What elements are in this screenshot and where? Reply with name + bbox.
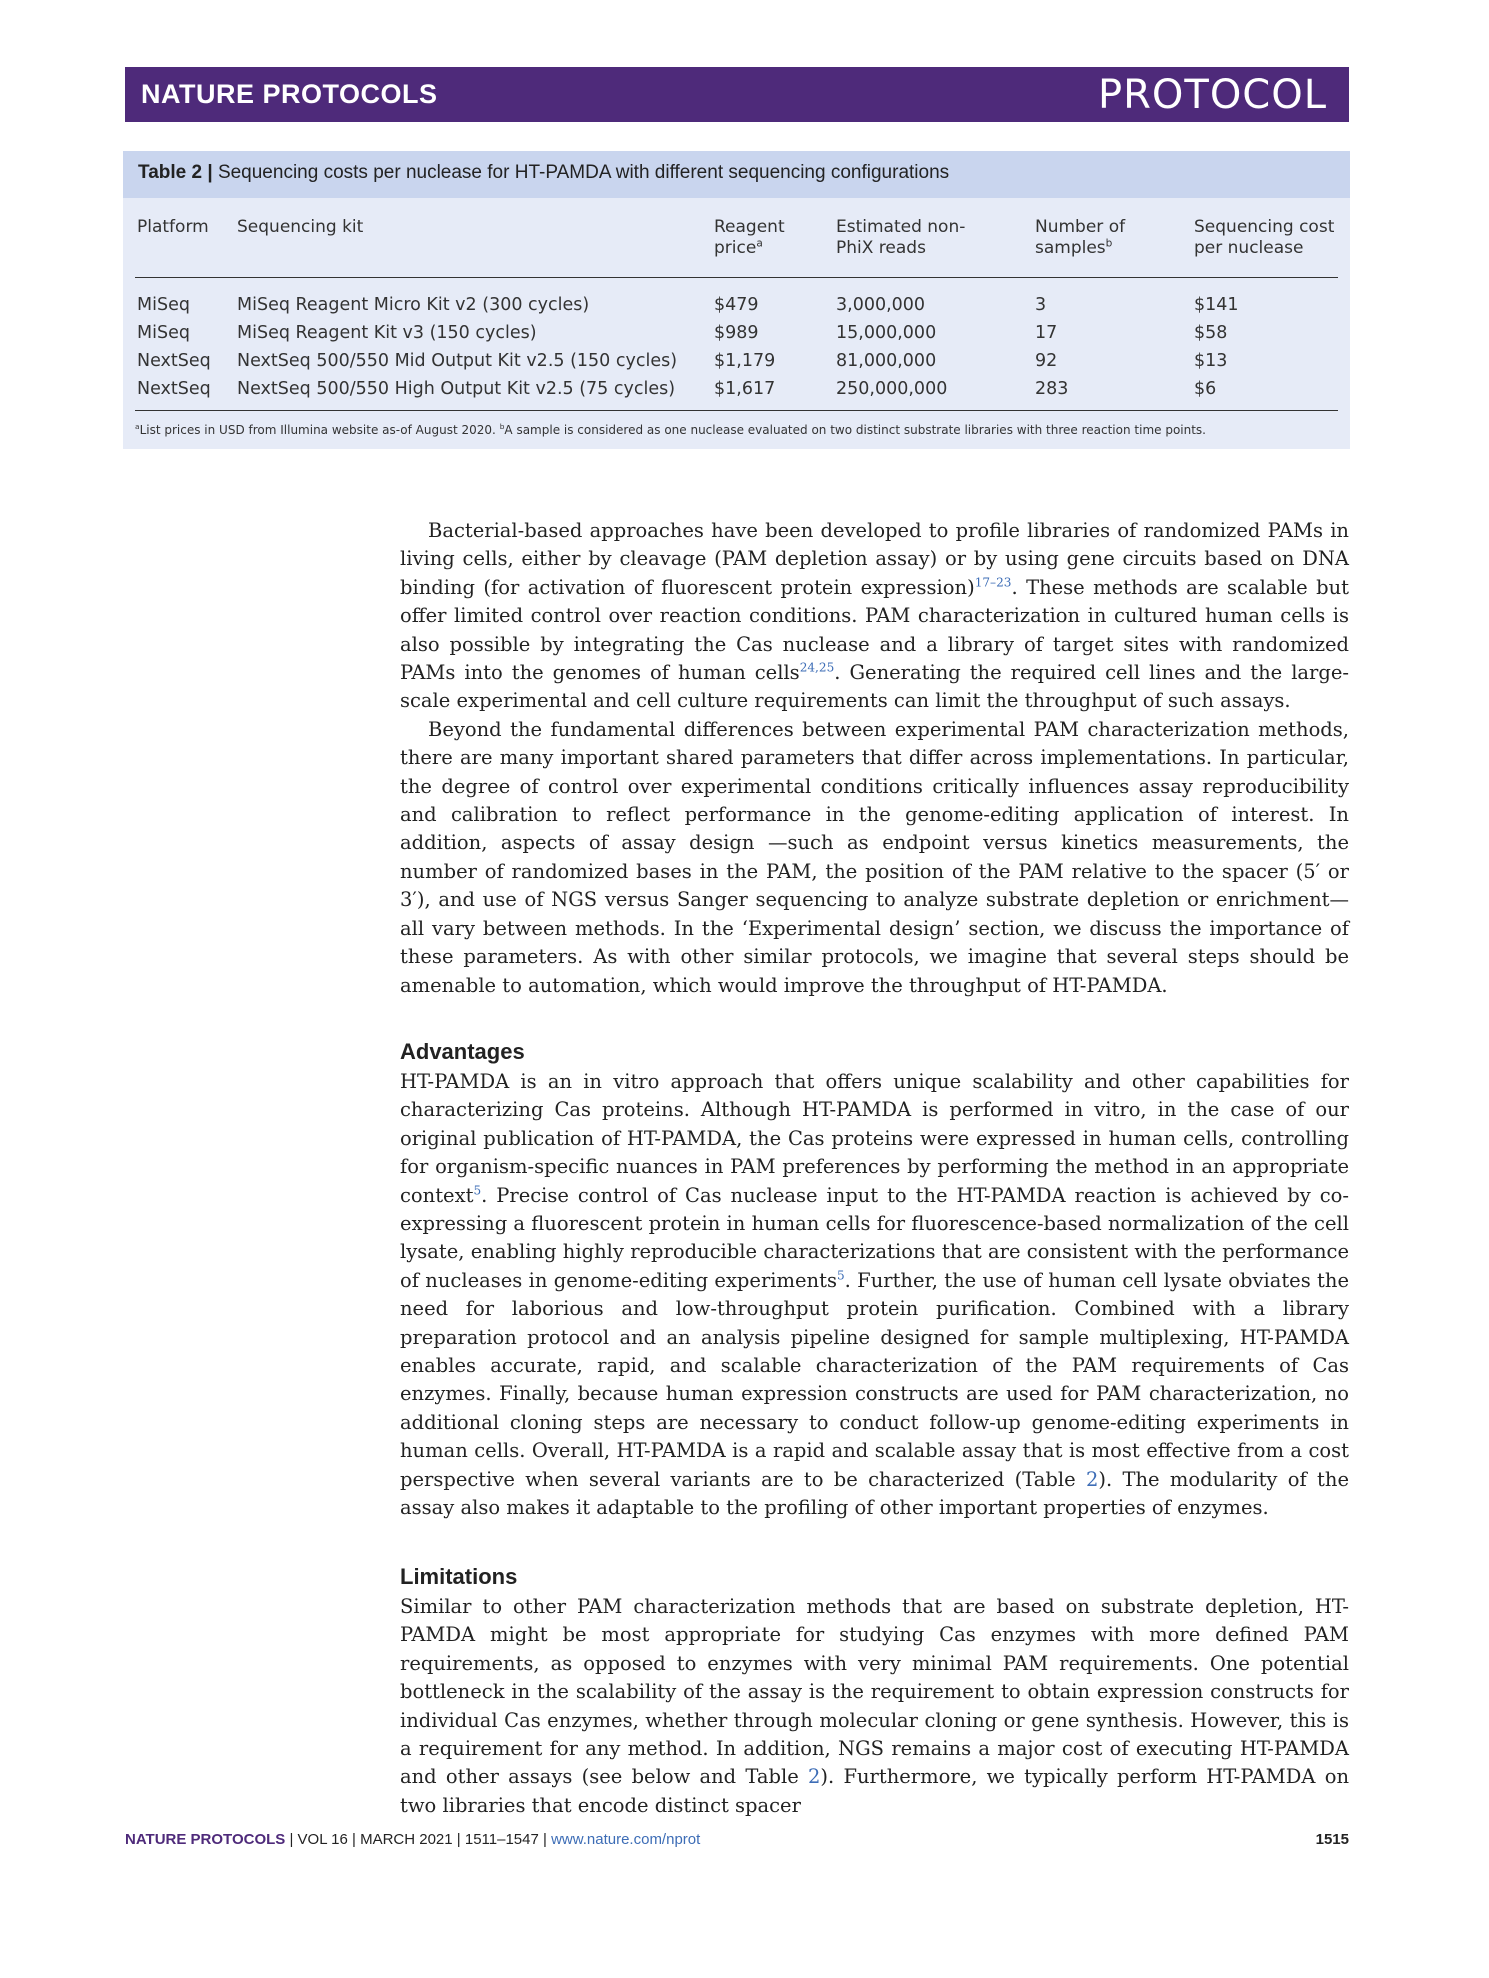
journal-name: NATURE PROTOCOLS [141,79,438,109]
col-header-reads [836,217,965,259]
paragraph [400,1068,1349,1523]
footer-pages: 1511–1547 [464,1831,539,1848]
page-number: 1515 [1315,1831,1349,1848]
cell-platform: NextSeq [137,351,211,371]
cell-platform: MiSeq [137,323,190,343]
citation-link[interactable]: 24,25 [799,660,835,675]
footer-separator: | [452,1831,465,1848]
table-bottom-rule [135,410,1338,411]
paragraph-text: . These methods are scalable but offer limited control over reaction conditions. PAM characterization in cultured human cells is also possible by integrating the Cas nuclease and a library of target sites with randomized PAMs into the genomes of human cells [400,575,1349,685]
footer-date: MARCH 2021 [360,1831,453,1848]
cell-kit: MiSeq Reagent Micro Kit v2 (300 cycles) [237,295,590,315]
paragraph-text: HT-PAMDA is an in vitro approach that offers unique scalability and other capabilities for characterizing Cas proteins. Although HT-PAMDA is performed in vitro, in the case of our original publication of HT-PAMDA, the Cas proteins were expressed in human cells, controlling for organism-specific nuances in PAM preferences by performing the method in an appropriate context [400,1070,1349,1207]
cell-samples: 17 [1035,323,1058,343]
footnote-mark-b: b [1105,237,1113,250]
col-header-cost-line1: Sequencing cost [1194,217,1335,237]
limitations-section [400,1593,1349,1820]
cell-reads: 3,000,000 [836,295,926,315]
cell-cost: $13 [1194,351,1228,371]
cell-samples: 92 [1035,351,1058,371]
col-header-samples-line1: Number of [1035,217,1126,237]
footer-separator: | [538,1831,552,1848]
advantages-section [400,1068,1349,1523]
citation-link[interactable]: 5 [836,1268,845,1283]
cell-platform: MiSeq [137,295,190,315]
cell-kit: MiSeq Reagent Kit v3 (150 cycles) [237,323,537,343]
col-header-reads-line2: PhiX reads [836,238,926,258]
footer-url-link[interactable]: www.nature.com/nprot [551,1831,701,1848]
cell-kit: NextSeq 500/550 High Output Kit v2.5 (75 cycles) [237,379,676,399]
cell-samples: 3 [1035,295,1047,315]
table-label: Table 2 | [138,162,213,183]
table-caption: Sequencing costs per nuclease for HT-PAMDA with different sequencing configurations [217,162,950,183]
table-link[interactable]: 2 [808,1765,821,1789]
footer-separator: | [285,1831,298,1848]
footer-journal: NATURE PROTOCOLS [125,1831,286,1848]
table-header-rule [135,277,1338,278]
footnote-a-text: List prices in USD from Illumina website as-of August 2020. [139,423,496,437]
col-header-kit: Sequencing kit [237,217,364,237]
cell-reads: 81,000,000 [836,351,937,371]
col-header-price-line1: Reagent [714,217,785,237]
paragraph [400,1593,1349,1820]
col-header-price [714,217,785,259]
cell-price: $1,617 [714,379,776,399]
table-footnote [135,423,1206,437]
cell-reads: 15,000,000 [836,323,937,343]
col-header-price-line2: price [714,238,757,258]
col-header-cost [1194,217,1334,259]
paragraph-text: Bacterial-based approaches have been developed to profile libraries of randomized PAMs in living cells, either by cleavage (PAM depletion assay) or by using gene circuits based on DNA binding (for activation of fluorescent protein expression) [400,519,1349,599]
col-header-platform: Platform [137,217,209,237]
footnote-b-mark: b [499,422,505,431]
footnote-b-text: A sample is considered as one nuclease evaluated on two distinct substrate libraries with three reaction time points. [504,423,1206,437]
col-header-samples-line2: samples [1035,238,1106,258]
cell-price: $1,179 [714,351,776,371]
footer-separator: | [347,1831,361,1848]
article-type: PROTOCOL [1097,72,1327,118]
footer-volume: VOL 16 [297,1831,348,1848]
paragraph: Beyond the fundamental differences between experimental PAM characterization methods, there are many important shared parameters that differ across implementations. In particular, the degree of control over experimental conditions critically influences assay reproducibility and calibration to reflect performance in the genome-editing application of interest. In addition, aspects of assay design —such as endpoint versus kinetics measurements, the number of randomized bases in the PAM, the position of the PAM relative to the spacer (5′ or 3′), and use of NGS versus Sanger sequencing to analyze substrate depletion or enrichment—all vary between methods. In the ‘Experimental design’ section, we discuss the importance of these parameters. As with other similar protocols, we imagine that several steps should be amenable to automation, which would improve the throughput of HT-PAMDA. [400,717,1349,997]
cell-cost: $58 [1194,323,1228,343]
col-header-reads-line1: Estimated non- [836,217,966,237]
paragraph-text: . Precise control of Cas nuclease input to the HT-PAMDA reaction is achieved by co-expressing a fluorescent protein in human cells for fluorescence-based normalization of the cell lysate, enabling highly reproducible characterizations that are consistent with the performance of nucleases in genome-editing experiments [400,1183,1349,1292]
cell-platform: NextSeq [137,379,211,399]
footnote-mark-a: a [756,237,763,250]
paragraph-text: . Generating the required cell lines and the large-scale experimental and cell culture requirements can limit the throughput of such assays. [400,661,1349,713]
footnote-a-mark: a [135,422,140,431]
intro-paragraphs [400,517,1349,1000]
cell-cost: $6 [1194,379,1217,399]
col-header-samples [1035,217,1125,259]
page-footer [125,1831,1349,1848]
paragraph-text: ). Furthermore, we typically perform HT-PAMDA on two libraries that encode distinct spacer [400,1765,1349,1817]
section-heading-advantages: Advantages [400,1039,525,1064]
cell-samples: 283 [1035,379,1069,399]
journal-header-band [125,67,1349,122]
cell-kit: NextSeq 500/550 Mid Output Kit v2.5 (150 cycles) [237,351,678,371]
paragraph-text: . Further, the use of human cell lysate obviates the need for laborious and low-throughput protein purification. Combined with a library preparation protocol and an analysis pipeline designed for sample multiplexing, HT-PAMDA enables accurate, rapid, and scalable characterization of the PAM requirements of Cas enzymes. Finally, because human expression constructs are used for PAM characterization, no additional cloning steps are necessary to conduct follow-up genome-editing experiments in human cells. Overall, HT-PAMDA is a rapid and scalable assay that is most effective from a cost perspective when several variants are to be characterized (Table [400,1268,1349,1491]
cell-price: $479 [714,295,759,315]
paragraph-text: Similar to other PAM characterization methods that are based on substrate depletion, HT-PAMDA might be most appropriate for studying Cas enzymes with more defined PAM requirements, as opposed to enzymes with very minimal PAM requirements. One potential bottleneck in the scalability of the assay is the requirement to obtain expression constructs for individual Cas enzymes, whether through molecular cloning or gene synthesis. However, this is a requirement for any method. In addition, NGS remains a major cost of executing HT-PAMDA and other assays (see below and Table [400,1595,1349,1789]
table-2 [123,151,1350,449]
citation-link[interactable]: 17–23 [974,575,1012,590]
paragraph [400,517,1349,716]
table-title [138,162,949,184]
section-heading-limitations: Limitations [400,1564,518,1589]
cell-price: $989 [714,323,759,343]
cell-cost: $141 [1194,295,1239,315]
citation-link[interactable]: 5 [473,1183,482,1198]
cell-reads: 250,000,000 [836,379,948,399]
col-header-cost-line2: per nuclease [1194,238,1304,258]
table-title-bar [123,151,1350,198]
paragraph-text: ). The modularity of the assay also makes it adaptable to the profiling of other important properties of enzymes. [400,1467,1349,1520]
table-link[interactable]: 2 [1085,1467,1099,1491]
